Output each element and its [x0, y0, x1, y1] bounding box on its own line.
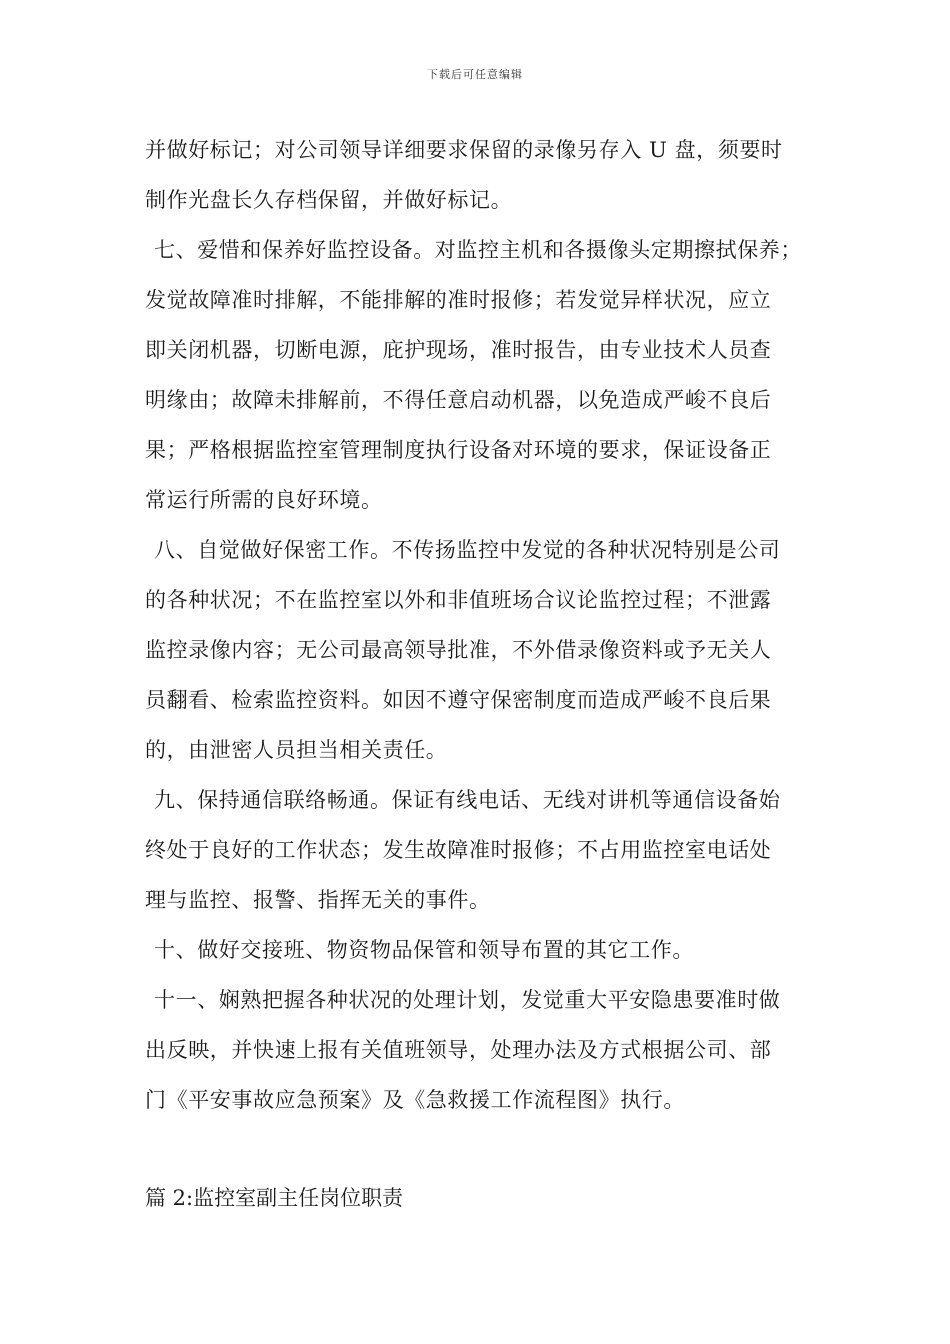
body-line: 明缘由；故障未排解前，不得任意启动机器，以免造成严峻不良后: [145, 388, 772, 412]
body-line: 的各种状况；不在监控室以外和非值班场合议论监控过程；不泄露: [145, 588, 772, 612]
paragraph-10: 十、做好交接班、物资物品保管和领导布置的其它工作。: [154, 938, 694, 962]
body-line: 常运行所需的良好环境。: [145, 488, 383, 512]
body-line: 发觉故障准时排解，不能排解的准时报修；若发觉异样状况，应立: [145, 288, 772, 312]
body-line: 监控录像内容；无公司最高领导批准，不外借录像资料或予无关人: [145, 638, 772, 662]
body-line: 员翻看、检索监控资料。如因不遵守保密制度而造成严峻不良后果: [145, 688, 772, 712]
body-line: 并做好标记；对公司领导详细要求保留的录像另存入 U 盘，须要时: [145, 138, 783, 162]
paragraph-9-start: 九、保持通信联络畅通。保证有线电话、无线对讲机等通信设备始: [154, 788, 781, 812]
paragraph-11-start: 十一、娴熟把握各种状况的处理计划，发觉重大平安隐患要准时做: [154, 988, 781, 1012]
body-line: 理与监控、报警、指挥无关的事件。: [145, 888, 491, 912]
body-line: 即关闭机器，切断电源，庇护现场，准时报告，由专业技术人员查: [145, 338, 772, 362]
body-line: 的，由泄密人员担当相关责任。: [145, 738, 448, 762]
body-line: 门《平安事故应急预案》及《急救援工作流程图》执行。: [145, 1088, 685, 1112]
body-line: 终处于良好的工作状态；发生故障准时报修；不占用监控室电话处: [145, 838, 772, 862]
body-line: 出反映，并快速上报有关值班领导，处理办法及方式根据公司、部: [145, 1038, 772, 1062]
page-header: 下载后可任意编辑: [427, 68, 523, 81]
paragraph-7-start: 七、爱惜和保养好监控设备。对监控主机和各摄像头定期擦拭保养；: [154, 238, 802, 262]
section-heading: 篇 2:监控室副主任岗位职责: [145, 1186, 404, 1210]
body-line: 果；严格根据监控室管理制度执行设备对环境的要求，保证设备正: [145, 438, 772, 462]
body-line: 制作光盘长久存档保留，并做好标记。: [145, 188, 513, 212]
paragraph-8-start: 八、自觉做好保密工作。不传扬监控中发觉的各种状况特别是公司: [154, 538, 781, 562]
